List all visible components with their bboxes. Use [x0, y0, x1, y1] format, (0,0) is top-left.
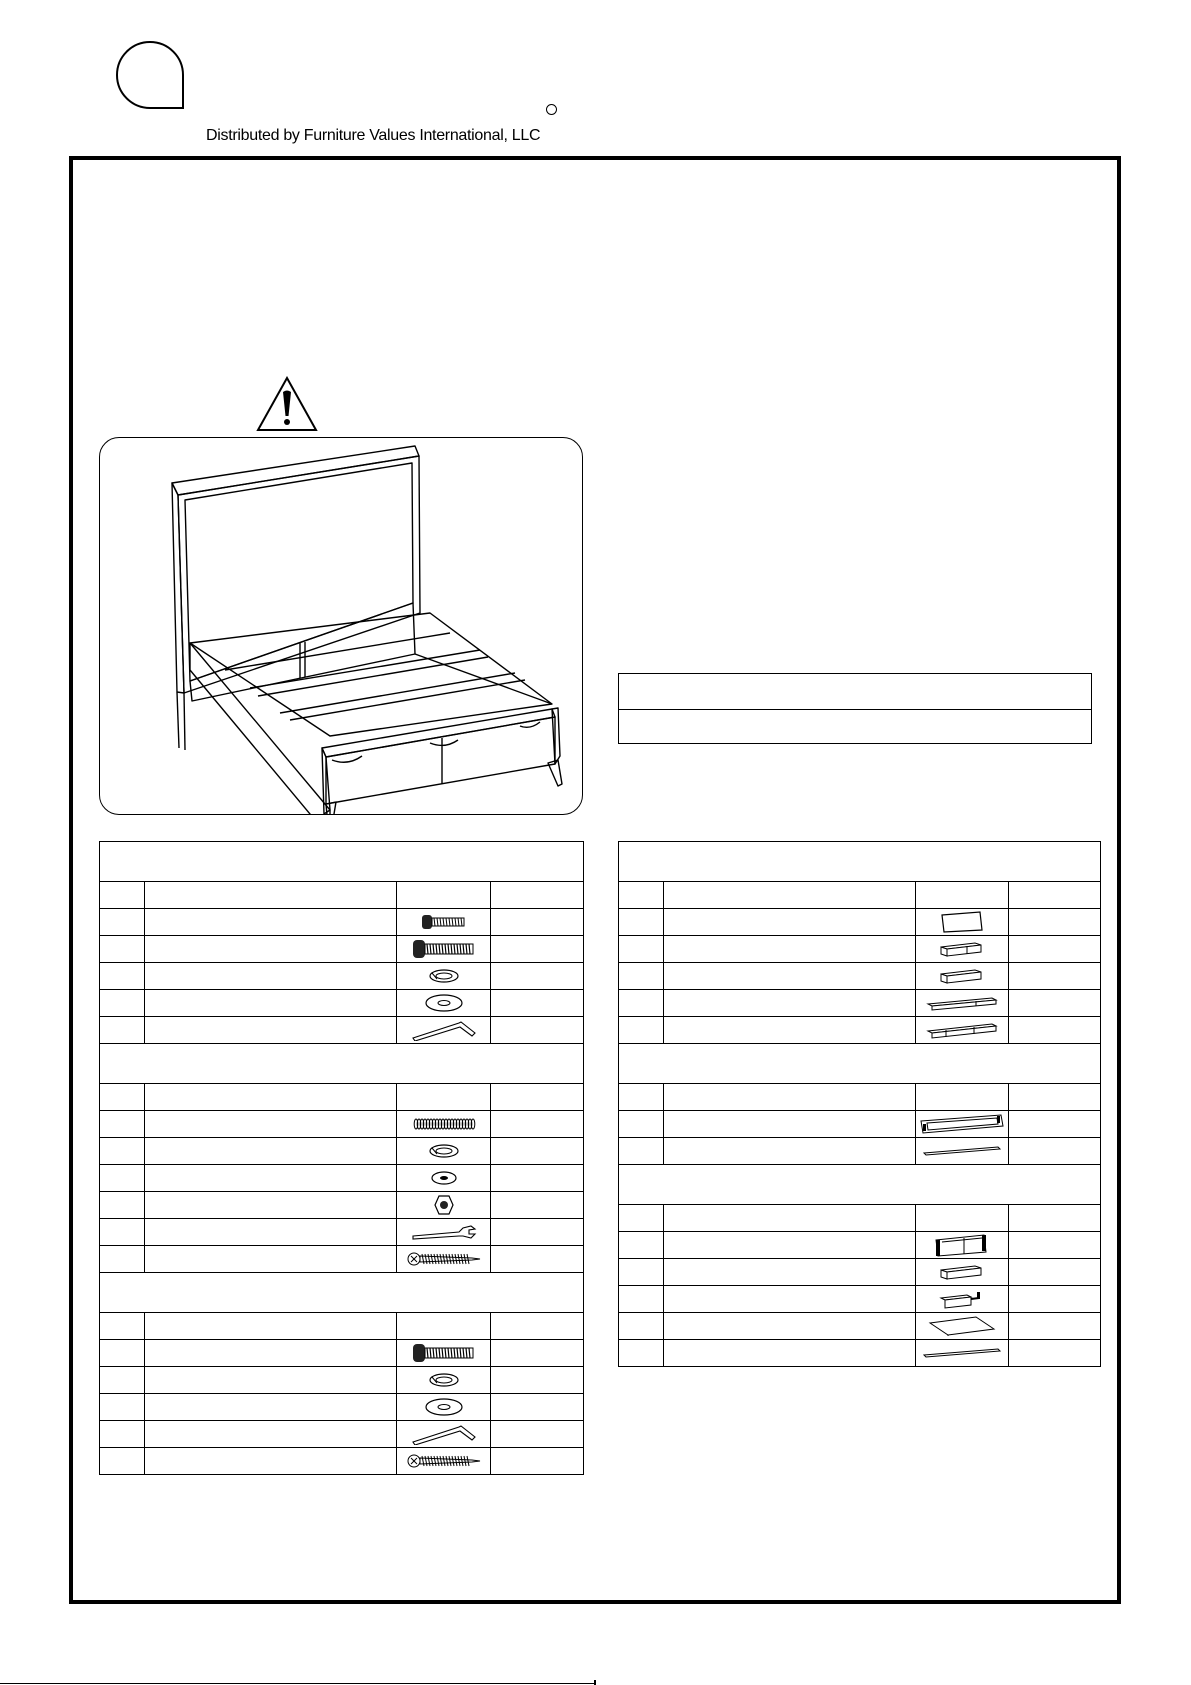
part-description-cell — [664, 990, 916, 1017]
wrench-icon — [397, 1222, 490, 1242]
section-row — [619, 842, 1101, 882]
part-image-cell — [916, 882, 1009, 909]
bolt-long-icon — [397, 1341, 490, 1365]
part-image-cell — [916, 1340, 1009, 1367]
lock-washer-icon — [397, 968, 490, 984]
part-image-cell — [916, 990, 1009, 1017]
lock-washer-icon — [397, 1372, 490, 1388]
block-slotted-icon — [916, 939, 1008, 959]
part-quantity-cell — [1009, 963, 1101, 990]
table-row — [619, 1340, 1101, 1367]
table-row — [100, 1192, 584, 1219]
table-row — [100, 1219, 584, 1246]
part-letter-cell — [100, 1394, 145, 1421]
table-row — [100, 1246, 584, 1273]
part-quantity-cell — [491, 1367, 584, 1394]
part-letter-cell — [100, 963, 145, 990]
part-letter-cell — [619, 909, 664, 936]
flat-washer-icon — [397, 993, 490, 1013]
part-description-cell — [664, 1084, 916, 1111]
bolt-short-icon — [397, 912, 490, 932]
part-letter-cell — [619, 1286, 664, 1313]
hardware-table-right — [618, 841, 1101, 1367]
part-quantity-cell — [1009, 1286, 1101, 1313]
part-letter-cell — [100, 882, 145, 909]
part-letter-cell — [100, 1165, 145, 1192]
part-letter-cell — [619, 963, 664, 990]
part-description-cell — [145, 1192, 397, 1219]
part-image-cell — [916, 1313, 1009, 1340]
table-row — [100, 1421, 584, 1448]
table-row — [100, 1138, 584, 1165]
part-letter-cell — [619, 1340, 664, 1367]
part-quantity-cell — [1009, 882, 1101, 909]
part-quantity-cell — [491, 1192, 584, 1219]
part-description-cell — [145, 1138, 397, 1165]
part-letter-cell — [100, 1367, 145, 1394]
part-description-cell — [145, 1111, 397, 1138]
part-image-cell — [916, 1205, 1009, 1232]
part-description-cell — [664, 882, 916, 909]
part-letter-cell — [100, 990, 145, 1017]
thin-strip-icon — [916, 1145, 1008, 1157]
table-row — [619, 1286, 1101, 1313]
part-letter-cell — [100, 1340, 145, 1367]
part-description-cell — [664, 1340, 916, 1367]
part-letter-cell — [100, 1192, 145, 1219]
part-description-cell — [664, 1205, 916, 1232]
section-row — [619, 1165, 1101, 1205]
part-description-cell — [145, 1017, 397, 1044]
part-description-cell — [145, 990, 397, 1017]
part-image-cell — [397, 1138, 491, 1165]
bottom-rule — [0, 1683, 596, 1684]
small-washer-icon — [397, 1170, 490, 1186]
part-description-cell — [664, 936, 916, 963]
part-description-cell — [145, 882, 397, 909]
part-image-cell — [397, 882, 491, 909]
part-letter-cell — [619, 936, 664, 963]
part-quantity-cell — [491, 1313, 584, 1340]
part-image-cell — [916, 1111, 1009, 1138]
storage-bed-illustration — [100, 438, 583, 815]
section-cell — [100, 842, 584, 882]
part-image-cell — [916, 1138, 1009, 1165]
part-image-cell — [397, 1246, 491, 1273]
part-description-cell — [664, 909, 916, 936]
part-description-cell — [664, 963, 916, 990]
part-description-cell — [145, 1421, 397, 1448]
bed-illustration-panel — [99, 437, 583, 815]
screw-icon — [397, 1450, 490, 1472]
column-header-row — [619, 882, 1101, 909]
info-box — [618, 673, 1092, 744]
part-image-cell — [397, 1165, 491, 1192]
part-quantity-cell — [491, 1138, 584, 1165]
hex-nut-icon — [397, 1194, 490, 1216]
part-quantity-cell — [491, 1017, 584, 1044]
column-header-row — [100, 1313, 584, 1340]
table-row — [619, 1111, 1101, 1138]
part-quantity-cell — [1009, 1205, 1101, 1232]
part-quantity-cell — [1009, 909, 1101, 936]
part-letter-cell — [100, 1313, 145, 1340]
part-quantity-cell — [1009, 1313, 1101, 1340]
part-image-cell — [397, 1111, 491, 1138]
table-row — [100, 1165, 584, 1192]
section-cell — [619, 1165, 1101, 1205]
column-header-row — [100, 882, 584, 909]
part-description-cell — [664, 1017, 916, 1044]
part-image-cell — [397, 1192, 491, 1219]
part-description-cell — [145, 1448, 397, 1475]
part-image-cell — [397, 1340, 491, 1367]
table-row — [619, 963, 1101, 990]
allen-key-icon — [397, 1019, 490, 1041]
table-row — [100, 909, 584, 936]
table-row — [100, 1394, 584, 1421]
drawer-frame-icon — [916, 1232, 1008, 1258]
part-quantity-cell — [1009, 990, 1101, 1017]
part-quantity-cell — [491, 882, 584, 909]
table-row — [100, 1448, 584, 1475]
part-image-cell — [397, 1448, 491, 1475]
slat-long-icon — [916, 995, 1008, 1011]
panel-icon — [916, 910, 1008, 934]
part-quantity-cell — [1009, 936, 1101, 963]
part-quantity-cell — [1009, 1232, 1101, 1259]
part-description-cell — [145, 1313, 397, 1340]
column-header-row — [619, 1205, 1101, 1232]
part-description-cell — [664, 1259, 916, 1286]
part-letter-cell — [619, 1017, 664, 1044]
hardware-table-left — [99, 841, 584, 1475]
section-cell — [100, 1273, 584, 1313]
part-image-cell — [397, 963, 491, 990]
part-quantity-cell — [491, 1340, 584, 1367]
part-description-cell — [664, 1286, 916, 1313]
table-row — [100, 1017, 584, 1044]
part-letter-cell — [100, 1111, 145, 1138]
bottom-tick — [594, 1680, 596, 1685]
part-letter-cell — [100, 1017, 145, 1044]
part-description-cell — [664, 1111, 916, 1138]
column-header-row — [100, 1084, 584, 1111]
part-quantity-cell — [491, 936, 584, 963]
table-row — [100, 963, 584, 990]
table-row — [100, 1340, 584, 1367]
part-letter-cell — [100, 909, 145, 936]
table-row — [619, 1259, 1101, 1286]
section-cell — [619, 1044, 1101, 1084]
lock-washer-icon — [397, 1143, 490, 1159]
part-quantity-cell — [1009, 1340, 1101, 1367]
part-quantity-cell — [491, 990, 584, 1017]
table-row — [100, 1367, 584, 1394]
registered-circle-icon — [546, 104, 557, 115]
part-letter-cell — [619, 1313, 664, 1340]
part-description-cell — [664, 1313, 916, 1340]
part-image-cell — [397, 1084, 491, 1111]
teardrop-logo-icon — [116, 41, 184, 109]
section-row — [100, 1044, 584, 1084]
block-handle-icon — [916, 1288, 1008, 1310]
table-row — [619, 1232, 1101, 1259]
part-quantity-cell — [1009, 1017, 1101, 1044]
part-description-cell — [145, 963, 397, 990]
table-row — [619, 909, 1101, 936]
part-image-cell — [916, 1084, 1009, 1111]
part-quantity-cell — [491, 1111, 584, 1138]
part-letter-cell — [100, 1421, 145, 1448]
part-letter-cell — [619, 1205, 664, 1232]
allen-key-icon — [397, 1423, 490, 1445]
part-image-cell — [916, 963, 1009, 990]
part-description-cell — [145, 936, 397, 963]
part-letter-cell — [619, 1138, 664, 1165]
block-plain-icon — [916, 1262, 1008, 1282]
threaded-rod-icon — [397, 1117, 490, 1131]
slat-rail-icon — [916, 1021, 1008, 1039]
part-quantity-cell — [491, 1246, 584, 1273]
part-quantity-cell — [491, 1448, 584, 1475]
table-row — [619, 1138, 1101, 1165]
block-plain-icon — [916, 966, 1008, 986]
part-letter-cell — [100, 1138, 145, 1165]
column-header-row — [619, 1084, 1101, 1111]
frame-rail-icon — [916, 1112, 1008, 1136]
part-quantity-cell — [491, 1219, 584, 1246]
part-description-cell — [145, 1367, 397, 1394]
part-quantity-cell — [1009, 1111, 1101, 1138]
part-image-cell — [397, 1219, 491, 1246]
part-letter-cell — [619, 990, 664, 1017]
part-description-cell — [145, 1084, 397, 1111]
section-cell — [619, 842, 1101, 882]
part-description-cell — [145, 909, 397, 936]
distributor-text: Distributed by Furniture Values International, LLC — [206, 127, 541, 144]
flat-washer-icon — [397, 1397, 490, 1417]
part-image-cell — [916, 1286, 1009, 1313]
part-quantity-cell — [491, 1394, 584, 1421]
part-image-cell — [397, 909, 491, 936]
part-letter-cell — [619, 882, 664, 909]
part-image-cell — [916, 1232, 1009, 1259]
part-image-cell — [916, 1017, 1009, 1044]
part-quantity-cell — [491, 1421, 584, 1448]
part-image-cell — [397, 1367, 491, 1394]
part-image-cell — [397, 990, 491, 1017]
section-row — [100, 1273, 584, 1313]
sheet-icon — [916, 1315, 1008, 1337]
section-row — [100, 842, 584, 882]
table-row — [619, 990, 1101, 1017]
part-letter-cell — [100, 1246, 145, 1273]
part-letter-cell — [100, 936, 145, 963]
part-image-cell — [916, 909, 1009, 936]
part-quantity-cell — [1009, 1259, 1101, 1286]
part-quantity-cell — [1009, 1138, 1101, 1165]
part-letter-cell — [619, 1084, 664, 1111]
table-row — [100, 1111, 584, 1138]
part-description-cell — [145, 1246, 397, 1273]
part-letter-cell — [100, 1448, 145, 1475]
table-row — [100, 936, 584, 963]
part-description-cell — [145, 1340, 397, 1367]
thin-strip-icon — [916, 1347, 1008, 1359]
part-image-cell — [916, 936, 1009, 963]
section-row — [619, 1044, 1101, 1084]
table-row — [619, 1017, 1101, 1044]
section-cell — [100, 1044, 584, 1084]
part-description-cell — [664, 1138, 916, 1165]
part-description-cell — [145, 1165, 397, 1192]
part-image-cell — [397, 1394, 491, 1421]
part-image-cell — [397, 936, 491, 963]
table-row — [100, 990, 584, 1017]
part-letter-cell — [619, 1111, 664, 1138]
part-quantity-cell — [491, 909, 584, 936]
part-image-cell — [397, 1017, 491, 1044]
part-letter-cell — [100, 1219, 145, 1246]
bolt-long-icon — [397, 937, 490, 961]
part-letter-cell — [100, 1084, 145, 1111]
part-image-cell — [397, 1313, 491, 1340]
table-row — [619, 936, 1101, 963]
part-quantity-cell — [491, 1165, 584, 1192]
part-quantity-cell — [1009, 1084, 1101, 1111]
part-letter-cell — [619, 1232, 664, 1259]
part-image-cell — [397, 1421, 491, 1448]
part-description-cell — [145, 1394, 397, 1421]
warning-triangle-icon — [256, 376, 318, 437]
part-quantity-cell — [491, 963, 584, 990]
part-image-cell — [916, 1259, 1009, 1286]
table-row — [619, 1313, 1101, 1340]
part-letter-cell — [619, 1259, 664, 1286]
part-description-cell — [145, 1219, 397, 1246]
part-quantity-cell — [491, 1084, 584, 1111]
screw-icon — [397, 1248, 490, 1270]
part-description-cell — [664, 1232, 916, 1259]
